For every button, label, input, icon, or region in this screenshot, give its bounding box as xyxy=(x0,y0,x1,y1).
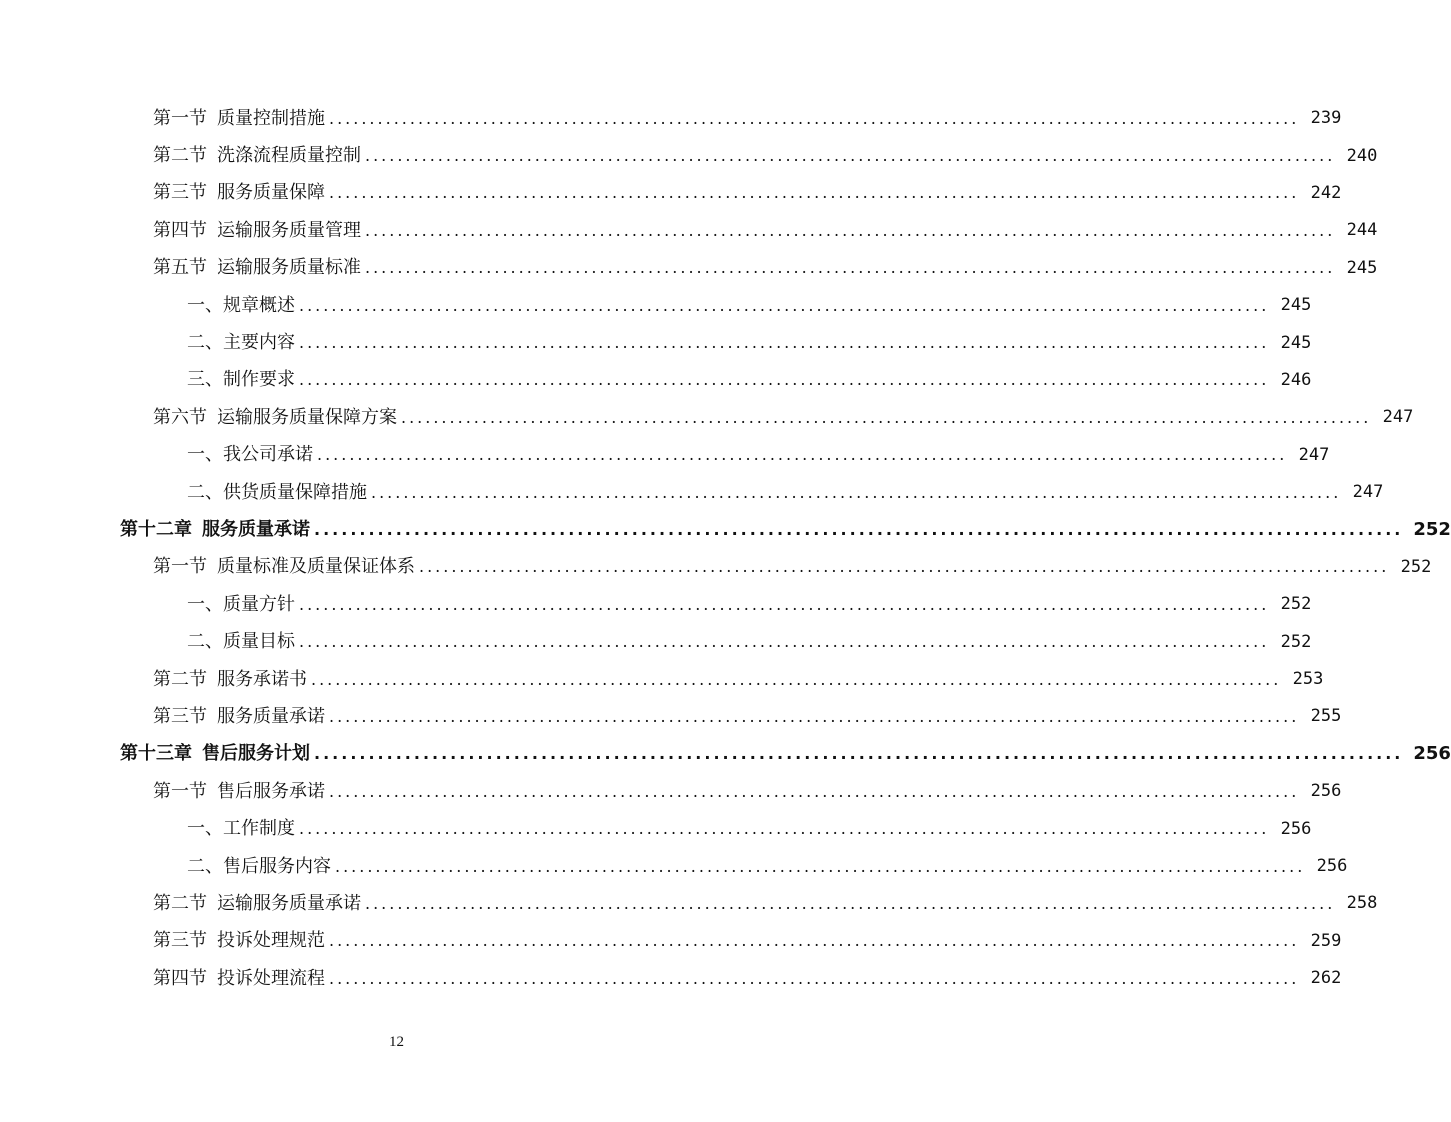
toc-entry-label xyxy=(120,518,310,540)
toc-entry-page: 244 xyxy=(1346,220,1378,241)
dot-leader: ........................................................................................................................ xyxy=(401,407,1372,427)
dot-leader: ........................................................................................................................ xyxy=(335,856,1306,876)
toc-entry-prefix: 二、 xyxy=(187,481,223,503)
dot-leader: ........................................................................................................................ xyxy=(365,258,1336,278)
toc-entry-page: 245 xyxy=(1346,257,1378,278)
toc-entry-label xyxy=(153,219,361,241)
toc-entry-title: 售后服务内容 xyxy=(223,855,331,877)
toc-entry-title: 运输服务质量保障方案 xyxy=(217,406,397,428)
dot-leader: ........................................................................................................................ xyxy=(365,893,1336,913)
toc-entry-title: 售后服务计划 xyxy=(202,743,310,765)
toc-entry-label xyxy=(187,371,295,389)
toc-entry-page: 240 xyxy=(1346,145,1378,166)
toc-entry-title: 规章概述 xyxy=(223,294,295,316)
dot-leader: ........................................................................................................................ xyxy=(299,819,1270,839)
toc-entry-prefix: 二、 xyxy=(187,855,223,877)
toc-subsection-entry[interactable] xyxy=(0,474,1384,511)
toc-subsection-entry[interactable] xyxy=(0,362,1312,399)
toc-entry-label xyxy=(153,147,361,165)
dot-leader: ........................................................................................................................ xyxy=(365,220,1336,240)
toc-subsection-entry[interactable] xyxy=(0,437,1330,474)
toc-entry-page: 255 xyxy=(1310,706,1342,727)
toc-entry-prefix: 第二节 xyxy=(153,145,207,167)
dot-leader: ........................................................................................................................ xyxy=(371,482,1342,502)
toc-entry-title: 运输服务质量承诺 xyxy=(217,892,361,914)
toc-entry-title: 工作制度 xyxy=(223,818,295,840)
dot-leader: ........................................................................................................................ xyxy=(299,333,1270,353)
toc-entry-page: 256 xyxy=(1413,743,1451,765)
toc-entry-label xyxy=(187,855,331,877)
dot-leader: ........................................................................................................................ xyxy=(329,931,1300,951)
toc-section-entry[interactable] xyxy=(0,698,1342,735)
toc-entry-title: 制作要求 xyxy=(223,369,295,391)
toc-entry-label xyxy=(187,633,295,651)
toc-entry-prefix: 二、 xyxy=(187,332,223,354)
toc-entry-prefix: 一、 xyxy=(187,444,223,466)
toc-entry-label xyxy=(187,334,295,352)
toc-section-entry[interactable] xyxy=(0,250,1378,287)
toc-entry-page: 247 xyxy=(1382,407,1414,428)
toc-section-entry[interactable] xyxy=(0,212,1378,249)
dot-leader: ........................................................................................................................ xyxy=(365,146,1336,166)
toc-entry-prefix: 第三节 xyxy=(153,182,207,204)
toc-entry-page: 247 xyxy=(1352,482,1384,503)
toc-entry-prefix: 第二节 xyxy=(153,668,207,690)
toc-entry-title: 质量标准及质量保证体系 xyxy=(217,556,415,578)
toc-entry-title: 投诉处理流程 xyxy=(217,967,325,989)
toc-entry-title: 服务质量承诺 xyxy=(217,705,325,727)
toc-entry-prefix: 一、 xyxy=(187,593,223,615)
toc-entry-prefix: 第十三章 xyxy=(120,743,192,765)
dot-leader: ........................................................................................................................ xyxy=(299,295,1270,315)
dot-leader: ........................................................................................................................ xyxy=(299,632,1270,652)
dot-leader: ........................................................................................................................ xyxy=(311,669,1282,689)
toc-section-entry[interactable] xyxy=(0,549,1432,586)
toc-entry-label xyxy=(187,446,313,464)
toc-entry-prefix: 第三节 xyxy=(153,705,207,727)
toc-chapter-entry[interactable] xyxy=(0,511,1451,548)
dot-leader: ........................................................................................................................ xyxy=(329,781,1300,801)
dot-leader: ........................................................................................................................ xyxy=(329,968,1300,988)
toc-entry-page: 252 xyxy=(1400,556,1432,577)
toc-entry-label xyxy=(153,705,325,727)
toc-entry-page: 256 xyxy=(1280,818,1312,839)
toc-entry-page: 253 xyxy=(1292,669,1324,690)
toc-entry-prefix: 第一节 xyxy=(153,107,207,129)
toc-entry-label xyxy=(153,558,415,576)
toc-entry-prefix: 一、 xyxy=(187,294,223,316)
toc-entry-page: 242 xyxy=(1310,182,1342,203)
toc-subsection-entry[interactable] xyxy=(0,287,1312,324)
toc-entry-title: 供货质量保障措施 xyxy=(223,481,367,503)
toc-section-entry[interactable] xyxy=(0,885,1378,922)
toc-entry-page: 252 xyxy=(1280,631,1312,652)
toc-subsection-entry[interactable] xyxy=(0,324,1312,361)
toc-entry-label xyxy=(187,481,367,503)
toc-section-entry[interactable] xyxy=(0,661,1324,698)
dot-leader: ........................................................................................................................ xyxy=(299,594,1270,614)
toc-subsection-entry[interactable] xyxy=(0,623,1312,660)
toc-entry-title: 售后服务承诺 xyxy=(217,780,325,802)
toc-entry-title: 质量控制措施 xyxy=(217,107,325,129)
toc-entry-label xyxy=(153,107,325,129)
toc-entry-page: 259 xyxy=(1310,930,1342,951)
toc-entry-title: 质量目标 xyxy=(223,631,295,653)
toc-entry-title: 服务质量承诺 xyxy=(202,518,310,540)
toc-entry-title: 服务质量保障 xyxy=(217,182,325,204)
toc-section-entry[interactable] xyxy=(0,100,1342,137)
dot-leader: ........................................................................................................................ xyxy=(329,108,1300,128)
toc-entry-page: 262 xyxy=(1310,968,1342,989)
toc-entry-page: 245 xyxy=(1280,332,1312,353)
toc-entry-prefix: 二、 xyxy=(187,631,223,653)
toc-entry-title: 运输服务质量标准 xyxy=(217,257,361,279)
toc-entry-prefix: 第四节 xyxy=(153,219,207,241)
toc-subsection-entry[interactable] xyxy=(0,810,1312,847)
toc-entry-title: 投诉处理规范 xyxy=(217,930,325,952)
toc-entry-label xyxy=(153,184,325,202)
toc-entry-label xyxy=(153,967,325,989)
toc-entry-prefix: 第四节 xyxy=(153,967,207,989)
toc-entry-title: 我公司承诺 xyxy=(223,444,313,466)
toc-entry-page: 239 xyxy=(1310,108,1342,129)
toc-entry-page: 252 xyxy=(1280,594,1312,615)
toc-entry-label xyxy=(187,820,295,838)
toc-entry-page: 256 xyxy=(1310,781,1342,802)
toc-entry-label xyxy=(153,668,307,690)
toc-entry-prefix: 第一节 xyxy=(153,780,207,802)
toc-entry-page: 252 xyxy=(1413,518,1451,540)
toc-entry-label xyxy=(153,892,361,914)
toc-section-entry[interactable] xyxy=(0,399,1414,436)
toc-entry-label xyxy=(153,406,397,428)
toc-entry-label xyxy=(153,259,361,277)
dot-leader: ........................................................................................................................ xyxy=(317,445,1288,465)
dot-leader: ........................................................................................................................ xyxy=(299,370,1270,390)
toc-entry-page: 245 xyxy=(1280,295,1312,316)
toc-entry-page: 247 xyxy=(1298,444,1330,465)
toc-subsection-entry[interactable] xyxy=(0,848,1348,885)
toc-section-entry[interactable] xyxy=(0,923,1342,960)
toc-entry-label xyxy=(187,593,295,615)
toc-entry-title: 运输服务质量管理 xyxy=(217,219,361,241)
toc-entry-title: 主要内容 xyxy=(223,332,295,354)
dot-leader: ........................................................................................................................ xyxy=(419,557,1390,577)
page-number: 12 xyxy=(389,1034,404,1050)
toc-chapter-entry[interactable] xyxy=(0,736,1451,773)
toc-entry-prefix: 第三节 xyxy=(153,930,207,952)
table-of-contents xyxy=(0,100,1451,997)
toc-entry-label xyxy=(187,294,295,316)
toc-entry-label xyxy=(153,932,325,950)
toc-entry-prefix: 第二节 xyxy=(153,892,207,914)
toc-entry-prefix: 一、 xyxy=(187,818,223,840)
toc-section-entry[interactable] xyxy=(0,773,1342,810)
dot-leader: ........................................................................................................................ xyxy=(314,519,1404,539)
toc-entry-prefix: 第五节 xyxy=(153,257,207,279)
toc-entry-prefix: 第十二章 xyxy=(120,518,192,540)
dot-leader: ........................................................................................................................ xyxy=(314,744,1404,764)
toc-subsection-entry[interactable] xyxy=(0,586,1312,623)
dot-leader: ........................................................................................................................ xyxy=(329,183,1300,203)
toc-entry-prefix: 三、 xyxy=(187,369,223,391)
toc-entry-prefix: 第一节 xyxy=(153,556,207,578)
toc-entry-title: 质量方针 xyxy=(223,593,295,615)
toc-entry-label xyxy=(153,780,325,802)
dot-leader: ........................................................................................................................ xyxy=(329,706,1300,726)
toc-entry-title: 服务承诺书 xyxy=(217,668,307,690)
toc-entry-title: 洗涤流程质量控制 xyxy=(217,145,361,167)
toc-entry-page: 258 xyxy=(1346,893,1378,914)
toc-entry-prefix: 第六节 xyxy=(153,406,207,428)
toc-section-entry[interactable] xyxy=(0,175,1342,212)
toc-entry-page: 246 xyxy=(1280,369,1312,390)
toc-section-entry[interactable] xyxy=(0,960,1342,997)
toc-section-entry[interactable] xyxy=(0,137,1378,174)
toc-entry-label xyxy=(120,745,310,763)
toc-entry-page: 256 xyxy=(1316,856,1348,876)
